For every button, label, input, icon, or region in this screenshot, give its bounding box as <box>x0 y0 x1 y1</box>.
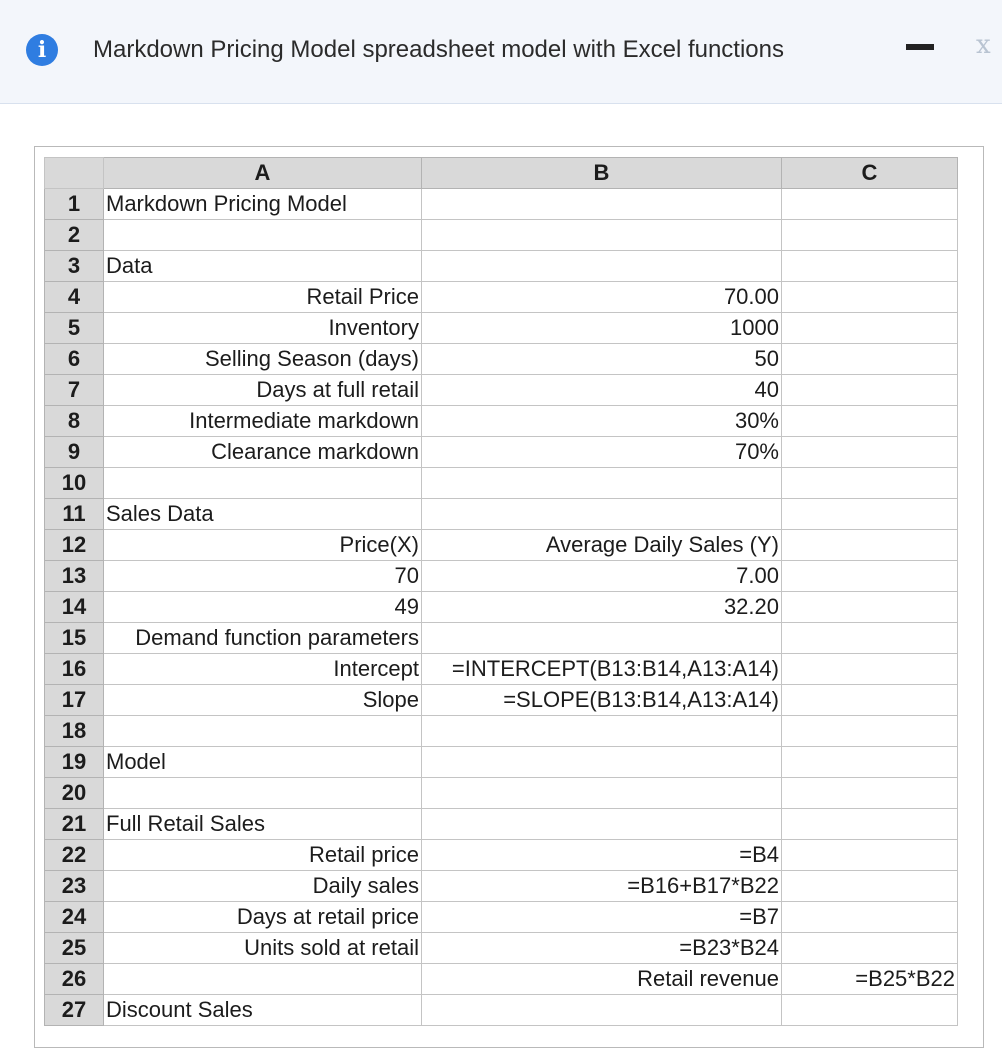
cell-a[interactable] <box>104 468 422 499</box>
row-header[interactable]: 27 <box>45 995 104 1026</box>
table-row <box>45 561 958 592</box>
column-header-c[interactable]: C <box>782 158 958 189</box>
row-header[interactable]: 8 <box>45 406 104 437</box>
cell-c[interactable] <box>782 437 958 468</box>
cell-c[interactable]: =B25*B22 <box>782 964 958 995</box>
cell-a[interactable]: 70 <box>104 561 422 592</box>
row-header[interactable]: 4 <box>45 282 104 313</box>
cell-b[interactable] <box>422 220 782 251</box>
cell-b[interactable]: 70% <box>422 437 782 468</box>
cell-a[interactable]: Daily sales <box>104 871 422 902</box>
column-header-b[interactable]: B <box>422 158 782 189</box>
cell-b[interactable]: 7.00 <box>422 561 782 592</box>
table-row <box>45 251 958 282</box>
cell-b[interactable]: =B23*B24 <box>422 933 782 964</box>
cell-a[interactable]: Days at retail price <box>104 902 422 933</box>
row-header[interactable]: 22 <box>45 840 104 871</box>
cell-c[interactable] <box>782 995 958 1026</box>
cell-a[interactable]: Selling Season (days) <box>104 344 422 375</box>
table-row <box>45 716 958 747</box>
row-header[interactable]: 10 <box>45 468 104 499</box>
cell-a[interactable]: Demand function parameters <box>104 623 422 654</box>
row-header[interactable]: 19 <box>45 747 104 778</box>
cell-a[interactable]: 49 <box>104 592 422 623</box>
cell-b[interactable]: 32.20 <box>422 592 782 623</box>
cell-c[interactable] <box>782 375 958 406</box>
cell-c[interactable] <box>782 251 958 282</box>
cell-a[interactable]: Units sold at retail <box>104 933 422 964</box>
cell-a[interactable]: Slope <box>104 685 422 716</box>
row-header[interactable]: 1 <box>45 189 104 220</box>
row-header[interactable]: 24 <box>45 902 104 933</box>
row-header[interactable]: 25 <box>45 933 104 964</box>
table-row <box>45 809 958 840</box>
cell-c[interactable] <box>782 809 958 840</box>
cell-a[interactable]: Sales Data <box>104 499 422 530</box>
cell-c[interactable] <box>782 530 958 561</box>
cell-c[interactable] <box>782 592 958 623</box>
table-row <box>45 344 958 375</box>
cell-b[interactable] <box>422 716 782 747</box>
table-row <box>45 685 958 716</box>
cell-c[interactable] <box>782 189 958 220</box>
cell-b[interactable] <box>422 778 782 809</box>
cell-c[interactable] <box>782 933 958 964</box>
cell-b[interactable] <box>422 995 782 1026</box>
cell-c[interactable] <box>782 220 958 251</box>
cell-a[interactable]: Price(X) <box>104 530 422 561</box>
cell-b[interactable] <box>422 623 782 654</box>
table-row <box>45 654 958 685</box>
cell-b[interactable]: 30% <box>422 406 782 437</box>
cell-b[interactable]: 40 <box>422 375 782 406</box>
cell-c[interactable] <box>782 716 958 747</box>
cell-a[interactable]: Retail price <box>104 840 422 871</box>
row-header[interactable]: 23 <box>45 871 104 902</box>
row-header[interactable]: 6 <box>45 344 104 375</box>
row-header[interactable]: 2 <box>45 220 104 251</box>
cell-a[interactable]: Clearance markdown <box>104 437 422 468</box>
cell-a[interactable]: Days at full retail <box>104 375 422 406</box>
table-row <box>45 747 958 778</box>
cell-b[interactable]: =B16+B17*B22 <box>422 871 782 902</box>
cell-b[interactable]: 50 <box>422 344 782 375</box>
cell-a[interactable]: Model <box>104 747 422 778</box>
cell-a[interactable] <box>104 964 422 995</box>
cell-c[interactable] <box>782 778 958 809</box>
column-header-a[interactable]: A <box>104 158 422 189</box>
row-header[interactable]: 20 <box>45 778 104 809</box>
cell-a[interactable]: Intercept <box>104 654 422 685</box>
table-row <box>45 530 958 561</box>
cell-a[interactable]: Retail Price <box>104 282 422 313</box>
table-row <box>45 592 958 623</box>
cell-c[interactable] <box>782 654 958 685</box>
cell-b[interactable] <box>422 251 782 282</box>
table-row <box>45 220 958 251</box>
table-row <box>45 871 958 902</box>
table-row <box>45 995 958 1026</box>
table-row <box>45 375 958 406</box>
table-row <box>45 933 958 964</box>
cell-c[interactable] <box>782 747 958 778</box>
cell-c[interactable] <box>782 685 958 716</box>
cell-b[interactable]: Average Daily Sales (Y) <box>422 530 782 561</box>
cell-b[interactable] <box>422 189 782 220</box>
row-header[interactable]: 5 <box>45 313 104 344</box>
row-header[interactable]: 14 <box>45 592 104 623</box>
column-header-row <box>45 158 958 189</box>
dialog-header <box>0 0 1002 104</box>
cell-b[interactable]: =B7 <box>422 902 782 933</box>
cell-c[interactable] <box>782 344 958 375</box>
row-header[interactable]: 26 <box>45 964 104 995</box>
cell-a[interactable]: Intermediate markdown <box>104 406 422 437</box>
table-row <box>45 778 958 809</box>
sheet-corner[interactable] <box>45 158 104 189</box>
cell-a[interactable] <box>104 716 422 747</box>
cell-a[interactable]: Data <box>104 251 422 282</box>
cell-b[interactable]: 70.00 <box>422 282 782 313</box>
cell-a[interactable]: Markdown Pricing Model <box>104 189 422 220</box>
table-row <box>45 437 958 468</box>
table-row <box>45 840 958 871</box>
cell-a[interactable]: Full Retail Sales <box>104 809 422 840</box>
row-header[interactable]: 7 <box>45 375 104 406</box>
row-header[interactable]: 15 <box>45 623 104 654</box>
cell-c[interactable] <box>782 406 958 437</box>
cell-b[interactable]: 1000 <box>422 313 782 344</box>
cell-b[interactable] <box>422 499 782 530</box>
cell-c[interactable] <box>782 468 958 499</box>
row-header[interactable]: 12 <box>45 530 104 561</box>
spreadsheet-grid <box>44 157 958 1026</box>
cell-c[interactable] <box>782 313 958 344</box>
row-header[interactable]: 11 <box>45 499 104 530</box>
row-header[interactable]: 17 <box>45 685 104 716</box>
close-button[interactable]: x <box>976 30 991 60</box>
cell-c[interactable] <box>782 499 958 530</box>
row-header[interactable]: 3 <box>45 251 104 282</box>
minimize-button[interactable] <box>904 38 940 62</box>
table-row <box>45 964 958 995</box>
cell-a[interactable]: Discount Sales <box>104 995 422 1026</box>
row-header[interactable]: 13 <box>45 561 104 592</box>
cell-c[interactable] <box>782 840 958 871</box>
info-icon: i <box>26 34 58 66</box>
cell-c[interactable] <box>782 871 958 902</box>
cell-b[interactable]: =SLOPE(B13:B14,A13:A14) <box>422 685 782 716</box>
cell-b[interactable] <box>422 468 782 499</box>
row-header[interactable]: 21 <box>45 809 104 840</box>
table-row <box>45 499 958 530</box>
row-header[interactable]: 9 <box>45 437 104 468</box>
table-row <box>45 902 958 933</box>
row-header[interactable]: 18 <box>45 716 104 747</box>
cell-c[interactable] <box>782 902 958 933</box>
dialog-title: Markdown Pricing Model spreadsheet model with Excel functions <box>93 36 784 63</box>
table-row <box>45 282 958 313</box>
cell-b[interactable] <box>422 809 782 840</box>
cell-b[interactable] <box>422 747 782 778</box>
table-row <box>45 468 958 499</box>
cell-b[interactable]: Retail revenue <box>422 964 782 995</box>
cell-a[interactable] <box>104 220 422 251</box>
table-row <box>45 406 958 437</box>
row-header[interactable]: 16 <box>45 654 104 685</box>
cell-c[interactable] <box>782 623 958 654</box>
cell-b[interactable]: =INTERCEPT(B13:B14,A13:A14) <box>422 654 782 685</box>
cell-c[interactable] <box>782 282 958 313</box>
cell-b[interactable]: =B4 <box>422 840 782 871</box>
table-row <box>45 623 958 654</box>
cell-a[interactable]: Inventory <box>104 313 422 344</box>
cell-a[interactable] <box>104 778 422 809</box>
table-row <box>45 189 958 220</box>
cell-c[interactable] <box>782 561 958 592</box>
table-row <box>45 313 958 344</box>
